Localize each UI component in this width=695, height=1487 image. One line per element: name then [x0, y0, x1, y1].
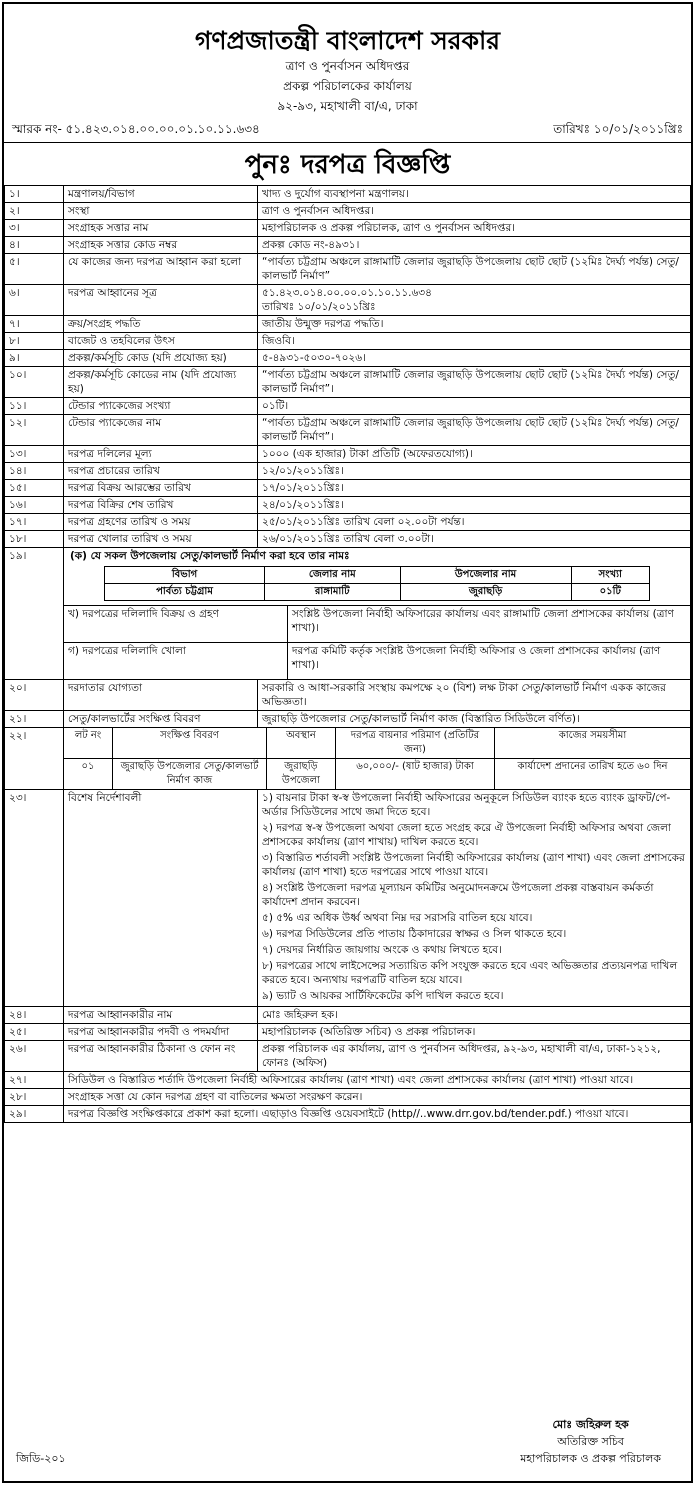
- row-value-text: মোঃ জহিরুল হক।: [262, 1009, 338, 1021]
- gov-title: গণপ্রজাতন্ত্রী বাংলাদেশ সরকার: [195, 26, 500, 55]
- table-row: [5, 514, 691, 531]
- row-value: [258, 333, 691, 350]
- row-label: সংগ্রাহক সত্তার কোড নম্বর: [64, 237, 258, 254]
- row-value-text: প্রকল্প পরিচালক এর কার্যালয়, ত্রাণ ও পুনর্বাসন অধিদপ্তর, ৯২-৯৩, মহাখালী বা/এ, ঢাকা-১২১২, ফোনঃ (অফিস): [262, 1043, 661, 1069]
- table-row: [5, 285, 691, 316]
- row-label: দরপত্র দলিলের মূল্য: [64, 446, 258, 463]
- row-value-text: “পার্বত্য চট্টগ্রাম অঞ্চলে রাঙ্গামাটি জেলার জুরাছড়ি উপজেলায় ছোট ছোট (১২মিঃ দৈর্ঘ্য পর্যন্ত) সেতু/কালভার্ট নির্মাণ”।: [262, 417, 679, 443]
- row-value-text: মহাপরিচালক ও প্রকল্প পরিচালক, ত্রাণ ও পুনর্বাসন অধিদপ্তর।: [262, 222, 516, 234]
- row-number: ১৮।: [5, 531, 64, 548]
- row-value: [258, 350, 691, 367]
- row-value: [258, 186, 691, 203]
- table-row: [5, 254, 691, 285]
- row-number: ১৬।: [5, 497, 64, 514]
- row-value: [258, 480, 691, 497]
- row-label: প্রকল্প/কর্মসূচি কোড (যদি প্রযোজ্য হয়): [64, 350, 258, 367]
- row-value: সংগ্রাহক সত্তা যে কোন দরপত্র গ্রহণ বা বাতিলের ক্ষমতা সংরক্ষণ করেন।: [64, 1089, 691, 1106]
- row-number: ৬।: [5, 285, 64, 316]
- row-number: ৩।: [5, 220, 64, 237]
- row-number: ২।: [5, 203, 64, 220]
- row-value-text: “পার্বত্য চট্টগ্রাম অঞ্চলে রাঙ্গামাটি জেলার জুরাছড়ি উপজেলায় ছোট ছোট (১২মিঃ দৈর্ঘ্য পর্যন্ত) সেতু/কালভার্ট নির্মাণ”।: [262, 369, 679, 395]
- row-value-text: ২৪/০১/২০১১খ্রিঃ।: [262, 499, 344, 511]
- table-row: [5, 316, 691, 333]
- row-number: ৪।: [5, 237, 64, 254]
- signatory-name: মোঃ জহিরুল হক: [552, 1418, 629, 1431]
- row-value: [258, 463, 691, 480]
- row19-c-value: দরপত্র কমিটি কর্তৃক সংশ্লিষ্ট উপজেলা নির্বাহী অফিসার ও জেলা প্রশাসকের কার্যালয় (ত্রাণ শাখা)।: [288, 643, 691, 680]
- row19-b-label: খ) দরপত্রের দলিলাদি বিক্রয় ও গ্রহণ: [64, 606, 288, 643]
- row-value-text: ৫১.৪২৩.০১৪.০০.০০.০১.১০.১১.৬৩৪: [262, 287, 432, 299]
- table-row: [5, 350, 691, 367]
- header: [4, 26, 691, 116]
- row-number: ২৭।: [5, 1072, 64, 1089]
- row-number: ১০।: [5, 367, 64, 398]
- row-number: ১৩।: [5, 446, 64, 463]
- row-number: ১৪।: [5, 463, 64, 480]
- table-row: [5, 367, 691, 398]
- office-address: ৯২-৯৩, মহাখালী বা/এ, ঢাকা: [277, 99, 418, 113]
- cell: পার্বত্য চট্টগ্রাম: [105, 584, 265, 601]
- notice-title: পুনঃ দরপত্র বিজ্ঞপ্তি: [4, 142, 691, 185]
- row-label: দরপত্র গ্রহণের তারিখ ও সময়: [64, 514, 258, 531]
- row-22: ২২। লট নং সংক্ষিপ্ত বিবরণ অবস্থান দরপত্র বায়নার পরিমাণ (প্রতিটির জন্য) কাজের সময়সীমা ০১ জুরাছড়ি উপজেলার সেতু/কালভার্ট নির্মাণ কাজ জুরাছড়ি উপজেলা ৬০,০০০/- (ষাট হাজার) টাকা কার্যাদেশ প্রদানের তারিখ হতে ৬০ দিন: [5, 728, 691, 790]
- row-19: [5, 548, 691, 680]
- row-value: দরপত্র বিজ্ঞপ্তি সংক্ষিপ্তকারে প্রকাশ করা হলো। এছাড়াও বিজ্ঞপ্তি ওয়েবসাইটে (http//..www.drr.gov.bd/tender.pdf.) পাওয়া যাবে।: [64, 1106, 691, 1123]
- row-20: ২০। দরদাতার যোগ্যতা সরকারি ও আধা-সরকারি সংস্থায় কমপক্ষে ২০ (বিশ) লক্ষ টাকা সেতু/কালভার্ট নির্মাণ একক কাজের অভিজ্ঞতা।: [5, 680, 691, 711]
- tender-notice: [2, 2, 693, 1483]
- cell: জুরাছড়ি: [400, 584, 571, 601]
- special-instructions: ১) বায়নার টাকা স্ব-স্ব উপজেলা নির্বাহী অফিসারের অনুকূলে সিডিউল ব্যাংক হতে ব্যাংক ড্রাফট/পে-অর্ডার সিডিউলের সাথে জমা দিতে হবে। ২) দরপত্র স্ব-স্ব উপজেলা অথবা জেলা হতে সংগ্রহ করে ঐ উপজেলা নির্বাহী অফিসার অথবা জেলা প্রশাসকের কার্যালয় (ত্রাণ শাখায়) দাখিল করতে হবে। ৩) বিস্তারিত শর্তাবলী সংশ্লিষ্ট উপজেলা নির্বাহী অফিসারের কার্যালয় (ত্রাণ শাখা) এবং জেলা প্রশাসকের কার্যালয় (ত্রাণ শাখা) হতে দরপত্রের সাথে পাওয়া যাবে। ৪) সংশ্লিষ্ট উপজেলা দরপত্র মূল্যায়ন কমিটির অনুমোদনক্রমে উপজেলা প্রকল্প বাস্তবায়ন কর্মকর্তা কার্যাদেশ প্রদান করবেন। ৫) ৫% এর অধিক উর্ধ্ব অথবা নিম্ন দর সরাসরি বাতিল হয়ে যাবে। ৬) দরপত্র সিডিউলের প্রতি পাতায় ঠিকাদারের স্বাক্ষর ও সিল থাকতে হবে। ৭) দেয়দর নির্ধারিত জায়গায় অংকে ও কথায় লিখতে হবে। ৮) দরপত্রের সাথে লাইসেন্সের সত্যায়িত কপি সংযুক্ত করতে হবে এবং অভিজ্ঞতার প্রত্যয়নপত্র দাখিল করতে হবে। অন্যথায় দরপত্রটি বাতিল হয়ে যাবে। ৯) ভ্যাট ও আয়কর সার্টিফিকেটের কপি দাখিল করতে হবে।: [258, 790, 691, 1007]
- cell: ০১টি: [571, 584, 650, 601]
- table-row: [5, 531, 691, 548]
- row-value-text: ২৬/০১/২০১১খ্রিঃ তারিখ বেলা ৩.০০টা।: [262, 533, 434, 545]
- table-row: [5, 220, 691, 237]
- table-row: [5, 237, 691, 254]
- row-number: ১৭।: [5, 514, 64, 531]
- row-label: দরপত্র আহ্বানকারীর ঠিকানা ও ফোন নং: [64, 1041, 258, 1072]
- row-value-text: ১২/০১/২০১১খ্রিঃ।: [262, 465, 344, 477]
- row-label: দরপত্র বিক্রির শেষ তারিখ: [64, 497, 258, 514]
- row-number: ৮।: [5, 333, 64, 350]
- signatory-title: অতিরিক্ত সচিব: [557, 1435, 624, 1448]
- row-value-text: তারিখঃ ১০/০১/২০১১খ্রিঃ: [262, 301, 376, 313]
- row-value: [258, 285, 691, 316]
- row-value: [258, 316, 691, 333]
- row-value-text: মহাপরিচালক (অতিরিক্ত সচিব) ও প্রকল্প পরিচালক।: [262, 1026, 476, 1038]
- row-value: [258, 203, 691, 220]
- row-value: [258, 415, 691, 446]
- table-row: [5, 1072, 691, 1089]
- row-label: সংগ্রাহক সত্তার নাম: [64, 220, 258, 237]
- row-value: সিডিউল ও বিস্তারিত শর্তাদি উপজেলা নির্বাহী অফিসারের কার্যালয় (ত্রাণ শাখা) এবং জেলা প্রশাসকের কার্যালয় (ত্রাণ শাখা) পাওয়া যাবে।: [64, 1072, 691, 1089]
- row-number: ২৮।: [5, 1089, 64, 1106]
- row-label: দরপত্র আহ্বানকারীর নাম: [64, 1007, 258, 1024]
- row-value-text: ২৫/০১/২০১১খ্রিঃ তারিখ বেলা ০২.০০টা পর্যন্ত।: [262, 516, 465, 528]
- office-name: প্রকল্প পরিচালকের কার্যালয়: [283, 79, 412, 93]
- row-label: দরপত্র প্রচারের তারিখ: [64, 463, 258, 480]
- col-header: উপজেলার নাম: [400, 567, 571, 584]
- table-row: [5, 1007, 691, 1024]
- row19-b-value: সংশ্লিষ্ট উপজেলা নির্বাহী অফিসারের কার্যালয় এবং রাঙ্গামাটি জেলা প্রশাসকের কার্যালয় (ত্রাণ শাখা)।: [288, 606, 691, 643]
- table-row: [5, 186, 691, 203]
- signatory-post: মহাপরিচালক ও প্রকল্প পরিচালক: [520, 1452, 661, 1465]
- row-value-text: ০১টি।: [262, 400, 289, 412]
- col-header: সংখ্যা: [571, 567, 650, 584]
- row-value-text: ১০০০ (এক হাজার) টাকা প্রতিটি (অফেরতযোগ্য)।: [262, 448, 473, 460]
- row-number: ১।: [5, 186, 64, 203]
- row-value: [258, 531, 691, 548]
- table-row: [5, 398, 691, 415]
- row-value: [258, 398, 691, 415]
- table-row: [5, 333, 691, 350]
- row-label: মন্ত্রণালয়/বিভাগ: [64, 186, 258, 203]
- row-value: [258, 1007, 691, 1024]
- row-number: ৫।: [5, 254, 64, 285]
- table-row: [5, 480, 691, 497]
- row-number: ১৫।: [5, 480, 64, 497]
- table-row: [5, 1041, 691, 1072]
- row-number: ২৬।: [5, 1041, 64, 1072]
- table-row: [5, 203, 691, 220]
- row-label: বাজেট ও তহবিলের উৎস: [64, 333, 258, 350]
- footer-code: জিডি-২০১: [16, 1452, 66, 1465]
- row-value: [258, 237, 691, 254]
- col-header: বিভাগ: [105, 567, 265, 584]
- row-value: [258, 367, 691, 398]
- cell: রাঙ্গামাটি: [264, 584, 400, 601]
- row-number: ৯।: [5, 350, 64, 367]
- row-value-text: জাতীয় উন্মুক্ত দরপত্র পদ্ধতি।: [262, 318, 384, 330]
- row-number: ১৯।: [5, 548, 64, 680]
- table-row: [5, 1089, 691, 1106]
- row-number: ২৫।: [5, 1024, 64, 1041]
- row-value: [258, 220, 691, 237]
- memo-number: স্মারক নং- ৫১.৪২৩.০১৪.০০.০০.০১.১০.১১.৬৩৪: [12, 122, 260, 136]
- signature-block: [520, 1416, 661, 1467]
- row-label: প্রকল্প/কর্মসূচি কোডের নাম (যদি প্রযোজ্য হয়): [64, 367, 258, 398]
- row-value: [258, 1041, 691, 1072]
- table-row: [5, 497, 691, 514]
- table-row: [5, 463, 691, 480]
- table-row: [5, 446, 691, 463]
- row-value: [258, 1024, 691, 1041]
- row-21: ২১। সেতু/কালভার্টের সংক্ষিপ্ত বিবরণ জুরাছড়ি উপজেলার সেতু/কালভার্ট নির্মাণ কাজ (বিস্তারিত সিডিউলে বর্ণিত)।: [5, 711, 691, 728]
- row-value-text: ত্রাণ ও পুনর্বাসন অধিদপ্তর।: [262, 205, 374, 217]
- row19-c-label: গ) দরপত্রের দলিলাদি খোলা: [64, 643, 288, 680]
- row-value: [258, 497, 691, 514]
- row-value: [258, 514, 691, 531]
- col-header: জেলার নাম: [264, 567, 400, 584]
- lot-table: লট নং সংক্ষিপ্ত বিবরণ অবস্থান দরপত্র বায়নার পরিমাণ (প্রতিটির জন্য) কাজের সময়সীমা ০১ জুরাছড়ি উপজেলার সেতু/কালভার্ট নির্মাণ কাজ জুরাছড়ি উপজেলা ৬০,০০০/- (ষাট হাজার) টাকা কার্যাদেশ প্রদানের তারিখ হতে ৬০ দিন: [64, 728, 690, 789]
- table-row: [5, 415, 691, 446]
- upazila-table: [104, 566, 650, 601]
- row-label: সংস্থা: [64, 203, 258, 220]
- row-number: ৭।: [5, 316, 64, 333]
- row-label: যে কাজের জন্য দরপত্র আহ্বান করা হলো: [64, 254, 258, 285]
- row-value-text: খাদ্য ও দুর্যোগ ব্যবস্থাপনা মন্ত্রণালয়।: [262, 188, 409, 200]
- row-value: [258, 446, 691, 463]
- row-number: ২৯।: [5, 1106, 64, 1123]
- details-table: [4, 185, 691, 1123]
- table-row: [5, 1106, 691, 1123]
- row-23: ২৩। বিশেষ নির্দেশাবলী ১) বায়নার টাকা স্ব-স্ব উপজেলা নির্বাহী অফিসারের অনুকূলে সিডিউল ব্যাংক হতে ব্যাংক ড্রাফট/পে-অর্ডার সিডিউলের সাথে জমা দিতে হবে। ২) দরপত্র স্ব-স্ব উপজেলা অথবা জেলা হতে সংগ্রহ করে ঐ উপজেলা নির্বাহী অফিসার অথবা জেলা প্রশাসকের কার্যালয় (ত্রাণ শাখায়) দাখিল করতে হবে। ৩) বিস্তারিত শর্তাবলী সংশ্লিষ্ট উপজেলা নির্বাহী অফিসারের কার্যালয় (ত্রাণ শাখা) এবং জেলা প্রশাসকের কার্যালয় (ত্রাণ শাখা) হতে দরপত্রের সাথে পাওয়া যাবে। ৪) সংশ্লিষ্ট উপজেলা দরপত্র মূল্যায়ন কমিটির অনুমোদনক্রমে উপজেলা প্রকল্প বাস্তবায়ন কর্মকর্তা কার্যাদেশ প্রদান করবেন। ৫) ৫% এর অধিক উর্ধ্ব অথবা নিম্ন দর সরাসরি বাতিল হয়ে যাবে। ৬) দরপত্র সিডিউলের প্রতি পাতায় ঠিকাদারের স্বাক্ষর ও সিল থাকতে হবে। ৭) দেয়দর নির্ধারিত জায়গায় অংকে ও কথায় লিখতে হবে। ৮) দরপত্রের সাথে লাইসেন্সের সত্যায়িত কপি সংযুক্ত করতে হবে এবং অভিজ্ঞতার প্রত্যয়নপত্র দাখিল করতে হবে। অন্যথায় দরপত্রটি বাতিল হয়ে যাবে। ৯) ভ্যাট ও আয়কর সার্টিফিকেটের কপি দাখিল করতে হবে।: [5, 790, 691, 1007]
- row-label: ক্রয়/সংগ্রহ পদ্ধতি: [64, 316, 258, 333]
- row19-heading: (ক) যে সকল উপজেলায় সেতু/কালভার্ট নির্মাণ করা হবে তার নামঃ: [70, 550, 350, 562]
- row-value-text: ৫-৪৯৩১-৫০৩০-৭০২৬।: [262, 352, 366, 364]
- row-value: [258, 254, 691, 285]
- row-number: ১১।: [5, 398, 64, 415]
- row-value-text: ১৭/০১/২০১১খ্রিঃ।: [262, 482, 344, 494]
- row-label: টেন্ডার প্যাকেজের নাম: [64, 415, 258, 446]
- memo-line: [4, 120, 691, 138]
- row-label: দরপত্র খোলার তারিখ ও সময়: [64, 531, 258, 548]
- dept-name: ত্রাণ ও পুনর্বাসন অধিদপ্তর: [285, 59, 410, 73]
- row-label: দরপত্র আহ্বানের সূত্র: [64, 285, 258, 316]
- row-value-text: প্রকল্প কোড নং-৪৯৩১।: [262, 239, 360, 251]
- row-value-text: জিওবি।: [262, 335, 295, 347]
- memo-date: তারিখঃ ১০/০১/২০১১খ্রিঃ: [553, 122, 683, 136]
- row-value-text: “পার্বত্য চট্টগ্রাম অঞ্চলে রাঙ্গামাটি জেলার জুরাছড়ি উপজেলায় ছোট ছোট (১২মিঃ দৈর্ঘ্য পর্যন্ত) সেতু/কালভার্ট নির্মাণ”: [262, 256, 679, 282]
- row-label: দরপত্র আহ্বানকারীর পদবী ও পদমর্যাদা: [64, 1024, 258, 1041]
- row-label: টেন্ডার প্যাকেজের সংখ্যা: [64, 398, 258, 415]
- table-row: [5, 1024, 691, 1041]
- row-number: ১২।: [5, 415, 64, 446]
- row-label: দরপত্র বিক্রয় আরম্ভের তারিখ: [64, 480, 258, 497]
- row-number: ২৪।: [5, 1007, 64, 1024]
